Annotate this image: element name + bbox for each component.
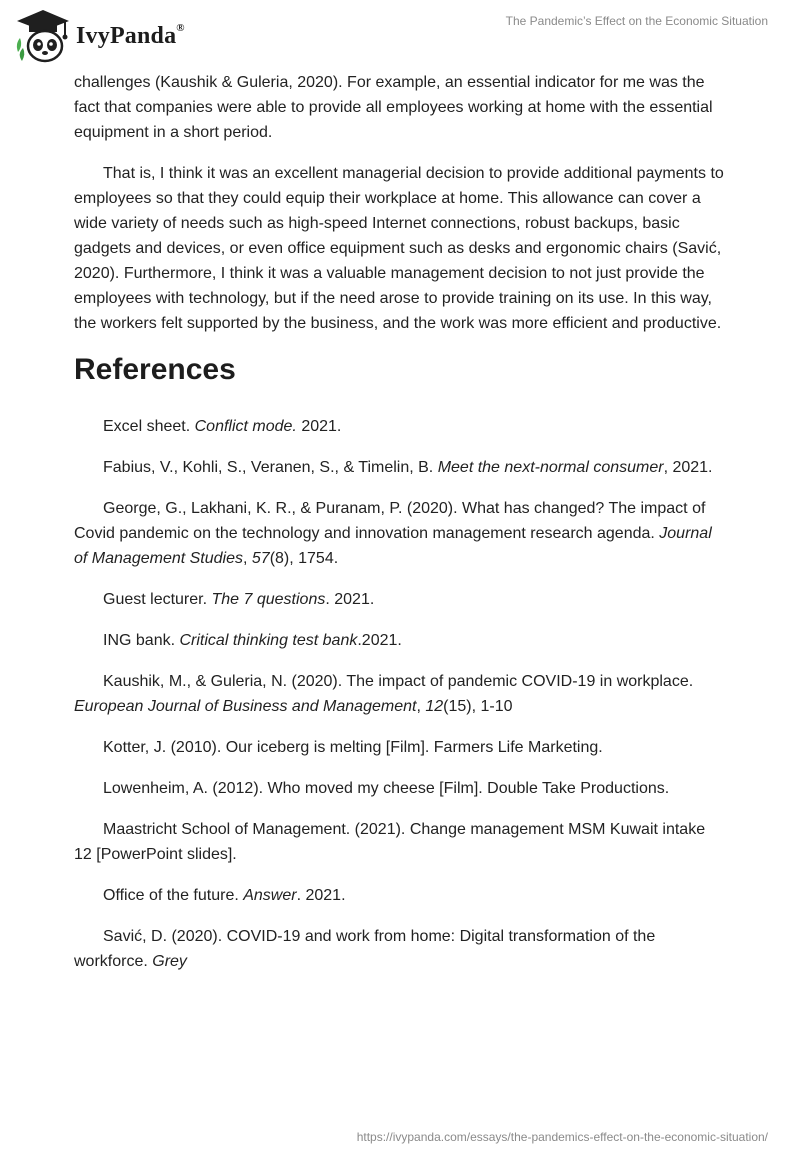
- page-url[interactable]: https://ivypanda.com/essays/the-pandemics-effect-on-the-economic-situation/: [356, 1130, 768, 1144]
- essay-content: [74, 70, 726, 990]
- reference-item: George, G., Lakhani, K. R., & Puranam, P. (2020). What has changed? The impact of Covid pandemic on the technology and innovation management research agenda. Journal of Management Studies, 57(8), 1754.: [74, 500, 712, 567]
- reference-item: Excel sheet. Conflict mode. 2021.: [103, 418, 342, 435]
- page-header: [0, 0, 800, 70]
- reference-item: Office of the future. Answer. 2021.: [103, 887, 346, 904]
- panda-graduate-icon: [14, 8, 72, 64]
- references-heading: References: [74, 353, 236, 386]
- body-paragraph: challenges (Kaushik & Guleria, 2020). For example, an essential indicator for me was the fact that companies were able to provide all employees working at home with the essential equipment in a short period.: [74, 74, 713, 141]
- reference-item: Guest lecturer. The 7 questions. 2021.: [103, 591, 375, 608]
- reference-item: Fabius, V., Kohli, S., Veranen, S., & Timelin, B. Meet the next-normal consumer, 2021.: [103, 459, 713, 476]
- document-title: The Pandemic’s Effect on the Economic Situation: [505, 14, 768, 28]
- reference-item: ING bank. Critical thinking test bank.2021.: [103, 632, 402, 649]
- brand-name: IvyPanda®: [76, 21, 185, 49]
- ivypanda-logo[interactable]: [14, 8, 185, 64]
- reference-item: Kaushik, M., & Guleria, N. (2020). The impact of pandemic COVID-19 in workplace. European Journal of Business and Management, 12(15), 1-10: [74, 673, 694, 715]
- reference-item: Kotter, J. (2010). Our iceberg is melting [Film]. Farmers Life Marketing.: [103, 739, 603, 756]
- body-paragraph: That is, I think it was an excellent managerial decision to provide additional payments to employees so that they could equip their workplace at home. This allowance can cover a wide variety of needs such as high-speed Internet connections, robust backups, basic gadgets and devices, or even office equipment such as desks and ergonomic chairs (Savić, 2020). Furthermore, I think it was a valuable management decision to not just provide the employees with technology, but if the need arose to provide training on its use. In this way, the workers felt supported by the business, and the work was more efficient and productive.: [74, 165, 724, 332]
- reference-item: Lowenheim, A. (2012). Who moved my cheese [Film]. Double Take Productions.: [103, 780, 670, 797]
- reference-item: Maastricht School of Management. (2021). Change management MSM Kuwait intake 12 [PowerPoint slides].: [74, 821, 706, 863]
- reference-item: Savić, D. (2020). COVID-19 and work from home: Digital transformation of the workforce. Grey: [74, 928, 656, 970]
